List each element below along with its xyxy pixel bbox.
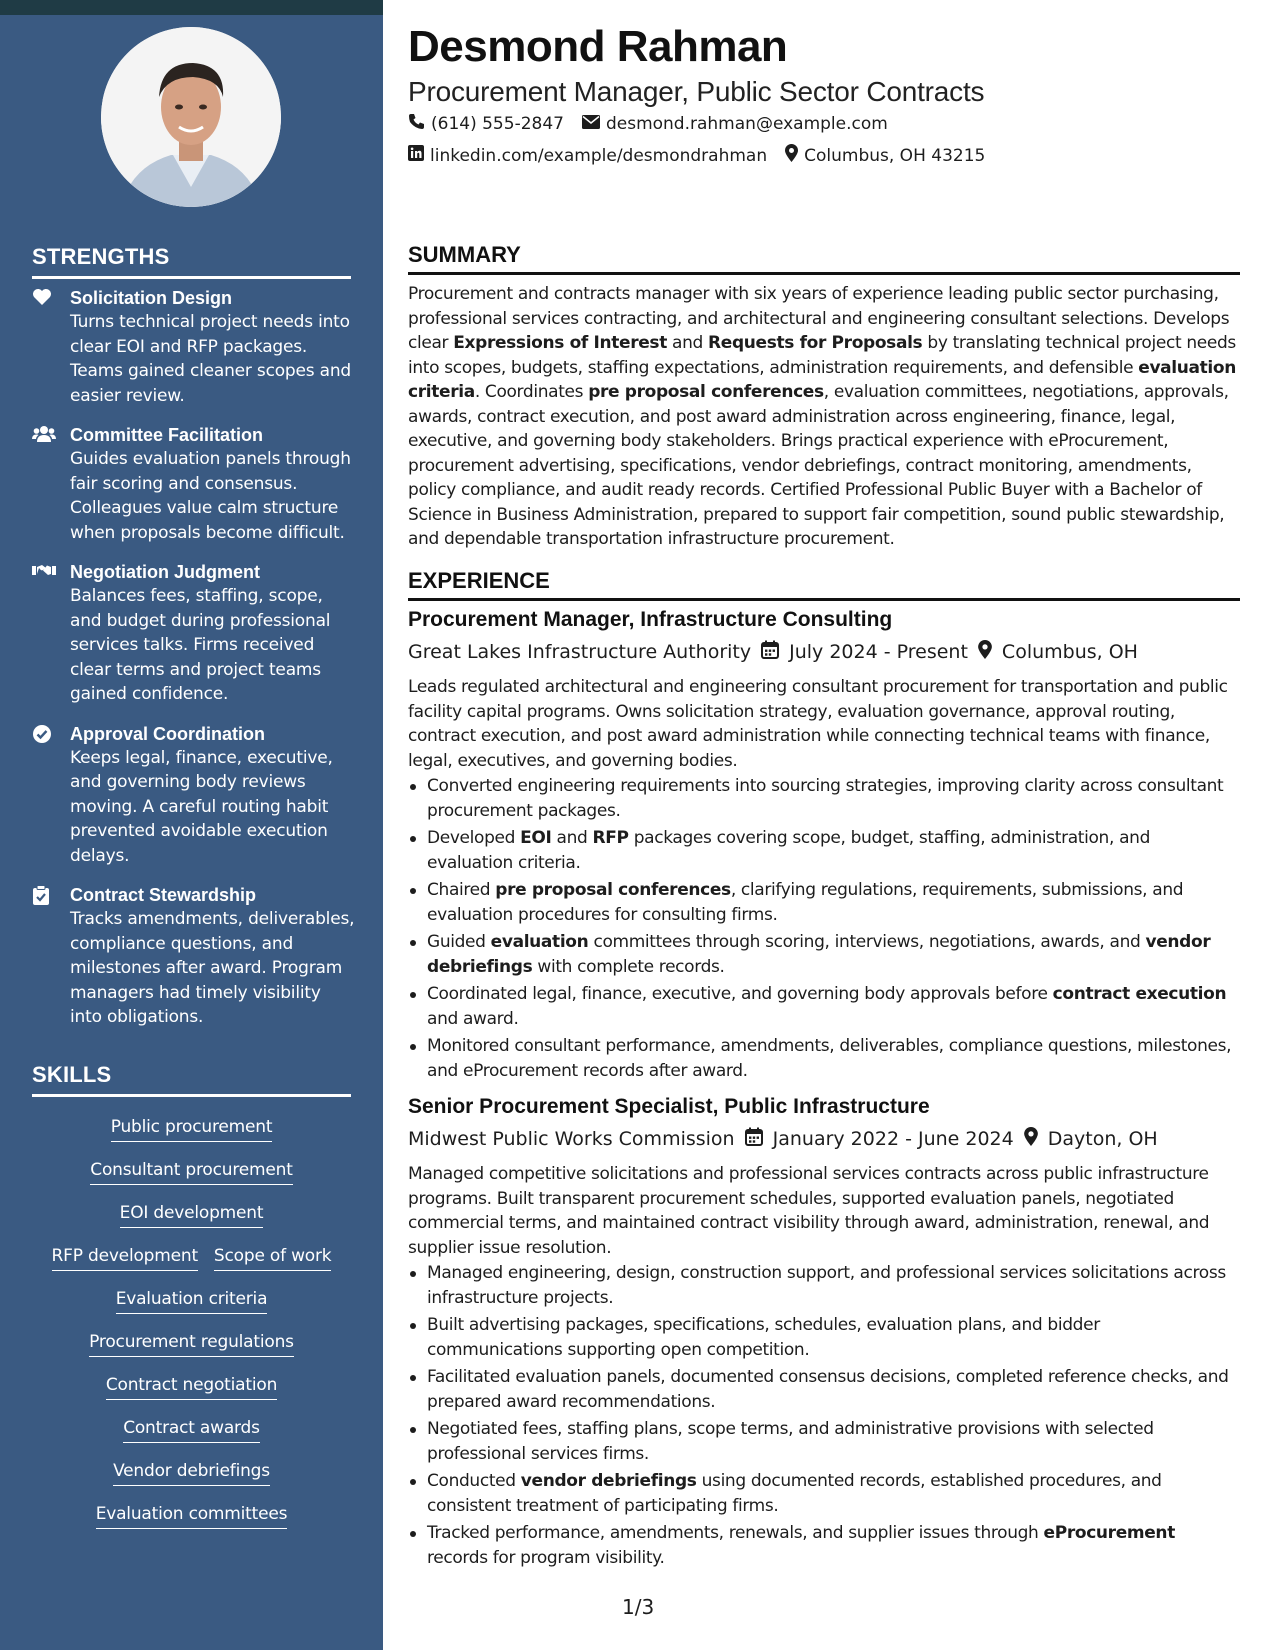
- linkedin-link[interactable]: linkedin.com/example/desmondrahman: [430, 145, 768, 166]
- bullet-item: Managed engineering, design, construction support, and professional services solicitations across infrastructure projects.: [408, 1261, 1240, 1310]
- clipboard-check-icon: [32, 885, 56, 905]
- heart-icon: [32, 288, 56, 308]
- skills-heading: SKILLS: [32, 1062, 351, 1097]
- users-icon: [32, 425, 56, 445]
- job-location: Columbus, OH: [1001, 641, 1138, 663]
- check-circle-icon: [32, 724, 56, 744]
- company-name: Midwest Public Works Commission: [408, 1128, 735, 1150]
- sidebar: [0, 15, 383, 1650]
- skill-tag: EOI development: [120, 1201, 264, 1228]
- page-number: 1/3: [622, 1595, 655, 1619]
- skill-tag: Contract awards: [123, 1416, 260, 1443]
- job-description: Managed competitive solicitations and professional services contracts across public infrastructure programs. Built transparent procurement schedules, supported evaluation panels, negotiated commercial terms, and maintained contract visibility through award, administration, renewal, and supplier issue resolution.: [408, 1164, 1210, 1258]
- bullet-item: Chaired pre proposal conferences, clarifying regulations, requirements, submissions, and evaluation procedures for consulting firms.: [408, 878, 1240, 927]
- strength-item: [32, 883, 357, 1030]
- strength-description: Tracks amendments, deliverables, compliance questions, and milestones after award. Program managers had timely visibility into obligations.: [70, 909, 355, 1027]
- skill-tag: Public procurement: [111, 1115, 273, 1142]
- job-description: Leads regulated architectural and engineering consultant procurement for transportation and public facility capital programs. Owns solicitation strategy, evaluation governance, approval routing, contract execution, and post award administration while connecting technical teams with finance, legal, executives, and governing bodies.: [408, 677, 1228, 771]
- bullet-item: Coordinated legal, finance, executive, and governing body approvals before contract execution and award.: [408, 982, 1240, 1031]
- linkedin-contact[interactable]: [408, 144, 767, 167]
- phone-text: (614) 555-2847: [431, 114, 564, 134]
- summary-text: Procurement and contracts manager with six years of experience leading public sector purchasing, professional services contracting, and architectural and engineering consultant selections. Develops clear Expressions of Interest and Requests for Proposals by translating technical project needs into scopes, budgets, staffing expectations, administration requirements, and defensible evaluation criteria. Coordinates pre proposal conferences, evaluation committees, negotiations, approvals, awards, contract execution, and post award administration across engineering, finance, legal, executive, and governing body stakeholders. Brings practical experience with eProcurement, procurement advertising, specifications, vendor debriefings, contract monitoring, amendments, policy compliance, and audit ready records. Certified Professional Public Buyer with a Bachelor of Science in Business Administration, prepared to support fair competition, sound public stewardship, and dependable transportation infrastructure procurement.: [408, 284, 1236, 549]
- bullet-item: Tracked performance, amendments, renewals, and supplier issues through eProcurement records for program visibility.: [408, 1521, 1240, 1570]
- map-pin-icon: [978, 640, 992, 664]
- strength-description: Guides evaluation panels through fair scoring and consensus. Colleagues value calm structure when proposals become difficult.: [70, 449, 351, 543]
- bullet-item: Developed EOI and RFP packages covering scope, budget, staffing, administration, and evaluation criteria.: [408, 826, 1240, 875]
- skill-tag: RFP development: [52, 1244, 198, 1271]
- envelope-icon: [582, 114, 600, 134]
- strength-description: Balances fees, staffing, scope, and budget during professional services talks. Firms received clear terms and project teams gained confidence.: [70, 586, 331, 704]
- strength-item: [32, 560, 357, 707]
- skills-list: [32, 1115, 351, 1545]
- strength-item: [32, 286, 357, 408]
- profile-photo: [101, 27, 281, 207]
- job-dates: July 2024 - Present: [789, 641, 968, 663]
- linkedin-icon: [408, 145, 424, 166]
- company-name: Great Lakes Infrastructure Authority: [408, 641, 752, 663]
- contact-row-2: [408, 144, 985, 167]
- job-location: Dayton, OH: [1047, 1128, 1158, 1150]
- experience-heading: EXPERIENCE: [408, 568, 1240, 601]
- skill-tag: Contract negotiation: [106, 1373, 277, 1400]
- calendar-icon: [761, 640, 779, 664]
- skill-tag: Scope of work: [214, 1244, 332, 1271]
- job-title: Senior Procurement Specialist, Public Infrastructure: [408, 1095, 930, 1118]
- strength-item: [32, 722, 357, 869]
- strength-description: Turns technical project needs into clear EOI and RFP packages. Teams gained cleaner scopes and easier review.: [70, 312, 352, 406]
- bullet-item: Negotiated fees, staffing plans, scope terms, and administrative provisions with selected professional services firms.: [408, 1417, 1240, 1466]
- job-title: Procurement Manager, Infrastructure Consulting: [408, 608, 893, 631]
- skill-tag: Consultant procurement: [90, 1158, 292, 1185]
- strength-title: Approval Coordination: [70, 723, 265, 744]
- job-bullets: [408, 1261, 1240, 1573]
- skill-tag: Evaluation criteria: [116, 1287, 268, 1314]
- candidate-title: Procurement Manager, Public Sector Contracts: [408, 76, 985, 107]
- strengths-list: [32, 286, 357, 1045]
- strength-title: Committee Facilitation: [70, 425, 264, 445]
- bullet-item: Conducted vendor debriefings using documented records, established procedures, and consistent treatment of participating firms.: [408, 1469, 1240, 1518]
- strength-title: Negotiation Judgment: [70, 562, 260, 582]
- calendar-icon: [745, 1127, 763, 1151]
- bullet-item: Monitored consultant performance, amendments, deliverables, compliance questions, milestones, and eProcurement records after award.: [408, 1034, 1240, 1083]
- strength-item: [32, 423, 357, 545]
- strengths-heading: STRENGTHS: [32, 244, 351, 279]
- phone-contact: [408, 113, 564, 135]
- skill-tag: Procurement regulations: [89, 1330, 294, 1357]
- strength-title: Contract Stewardship: [70, 885, 257, 905]
- bullet-item: Converted engineering requirements into sourcing strategies, improving clarity across consultant procurement packages.: [408, 774, 1240, 823]
- strength-title: Solicitation Design: [70, 288, 233, 308]
- handshake-icon: [32, 562, 56, 582]
- job-meta: [408, 1127, 1158, 1151]
- job-dates: January 2022 - June 2024: [772, 1128, 1014, 1150]
- location-text: Columbus, OH 43215: [804, 145, 986, 166]
- bullet-item: Guided evaluation committees through scoring, interviews, negotiations, awards, and vendor debriefings with complete records.: [408, 930, 1240, 979]
- location-contact: [785, 144, 985, 167]
- email-link[interactable]: desmond.rahman@example.com: [605, 114, 888, 134]
- job-meta: [408, 640, 1138, 664]
- skill-tag: Evaluation committees: [96, 1502, 288, 1529]
- phone-icon: [408, 113, 425, 135]
- job-bullets: [408, 774, 1240, 1086]
- map-pin-icon: [785, 144, 798, 167]
- bullet-item: Facilitated evaluation panels, documented consensus decisions, completed reference checks, and prepared award recommendations.: [408, 1365, 1240, 1414]
- skill-tag: Vendor debriefings: [113, 1459, 270, 1486]
- map-pin-icon: [1024, 1127, 1038, 1151]
- sidebar-top-band: [0, 0, 383, 15]
- email-contact[interactable]: [582, 113, 888, 135]
- contact-row-1: [408, 113, 888, 135]
- bullet-item: Built advertising packages, specifications, schedules, evaluation plans, and bidder communications supporting open competition.: [408, 1313, 1240, 1362]
- summary-heading: SUMMARY: [408, 242, 1240, 275]
- strength-description: Keeps legal, finance, executive, and governing body reviews moving. A careful routing habit prevented avoidable execution delays.: [70, 747, 333, 866]
- candidate-name: Desmond Rahman: [408, 22, 788, 71]
